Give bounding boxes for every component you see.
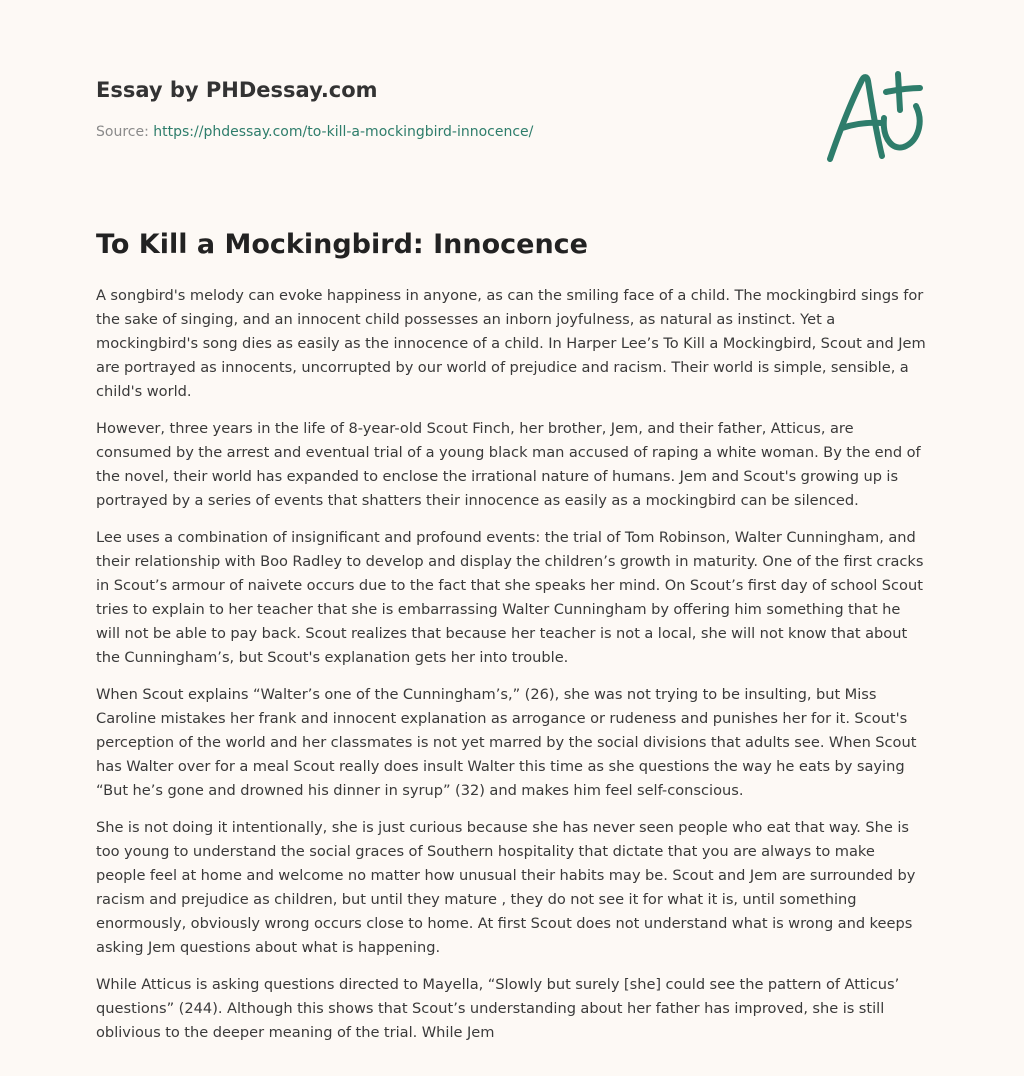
- a-plus-logo-icon: [820, 66, 930, 166]
- source-label: Source:: [96, 124, 149, 140]
- header: [96, 75, 928, 140]
- essay-paragraph: She is not doing it intentionally, she is just curious because she has never seen people who eat that way. She is too young to understand the social graces of Southern hospitality that dictate that you are always to make people feel at home and welcome no matter how unusual their habits may be. Scout and Jem are surrounded by racism and prejudice as children, but until they mature , they do not see it for what it is, until something enormously, obviously wrong occurs close to home. At first Scout does not understand what is wrong and keeps asking Jem questions about what is happening.: [96, 819, 916, 956]
- source-line: [96, 124, 533, 140]
- essay-body: [96, 284, 928, 1058]
- essay-paragraph: When Scout explains “Walter’s one of the Cunningham’s,” (26), she was not trying to be insulting, but Miss Caroline mistakes her frank and innocent explanation as arrogance or rudeness and punishes her for it. Scout's perception of the world and her classmates is not yet marred by the social divisions that adults see. When Scout has Walter over for a meal Scout really does insult Walter this time as she questions the way he eats by saying “But he’s gone and drowned his dinner in syrup” (32) and makes him feel self-conscious.: [96, 686, 917, 799]
- essay-paragraph: While Atticus is asking questions directed to Mayella, “Slowly but surely [she] could see the pattern of Atticus’ questions” (244). Although this shows that Scout’s understanding about her father has improved, she is still oblivious to the deeper meaning of the trial. While Jem: [96, 976, 900, 1041]
- essay-title: To Kill a Mockingbird: Innocence: [96, 229, 588, 260]
- essay-paragraph: However, three years in the life of 8-year-old Scout Finch, her brother, Jem, and their father, Atticus, are consumed by the arrest and eventual trial of a young black man accused of raping a white woman. By the end of the novel, their world has expanded to enclose the irrational nature of humans. Jem and Scout's growing up is portrayed by a series of events that shatters their innocence as easily as a mockingbird can be silenced.: [96, 420, 921, 509]
- essay-paragraph: A songbird's melody can evoke happiness in anyone, as can the smiling face of a child. The mockingbird sings for the sake of singing, and an innocent child possesses an inborn joyfulness, as natural as instinct. Yet a mockingbird's song dies as easily as the innocence of a child. In Harper Lee’s To Kill a Mockingbird, Scout and Jem are portrayed as innocents, uncorrupted by our world of prejudice and racism. Their world is simple, sensible, a child's world.: [96, 287, 926, 400]
- site-brand: Essay by PHDessay.com: [96, 78, 378, 102]
- source-link[interactable]: https://phdessay.com/to-kill-a-mockingbird-innocence/: [153, 124, 534, 140]
- essay-paragraph: Lee uses a combination of insignificant and profound events: the trial of Tom Robinson, Walter Cunningham, and their relationship with Boo Radley to develop and display the children’s growth in maturity. One of the first cracks in Scout’s armour of naivete occurs due to the fact that she speaks her mind. On Scout’s first day of school Scout tries to explain to her teacher that she is embarrassing Walter Cunningham by offering him something that he will not be able to pay back. Scout realizes that because her teacher is not a local, she will not know that about the Cunningham’s, but Scout's explanation gets her into trouble.: [96, 529, 924, 666]
